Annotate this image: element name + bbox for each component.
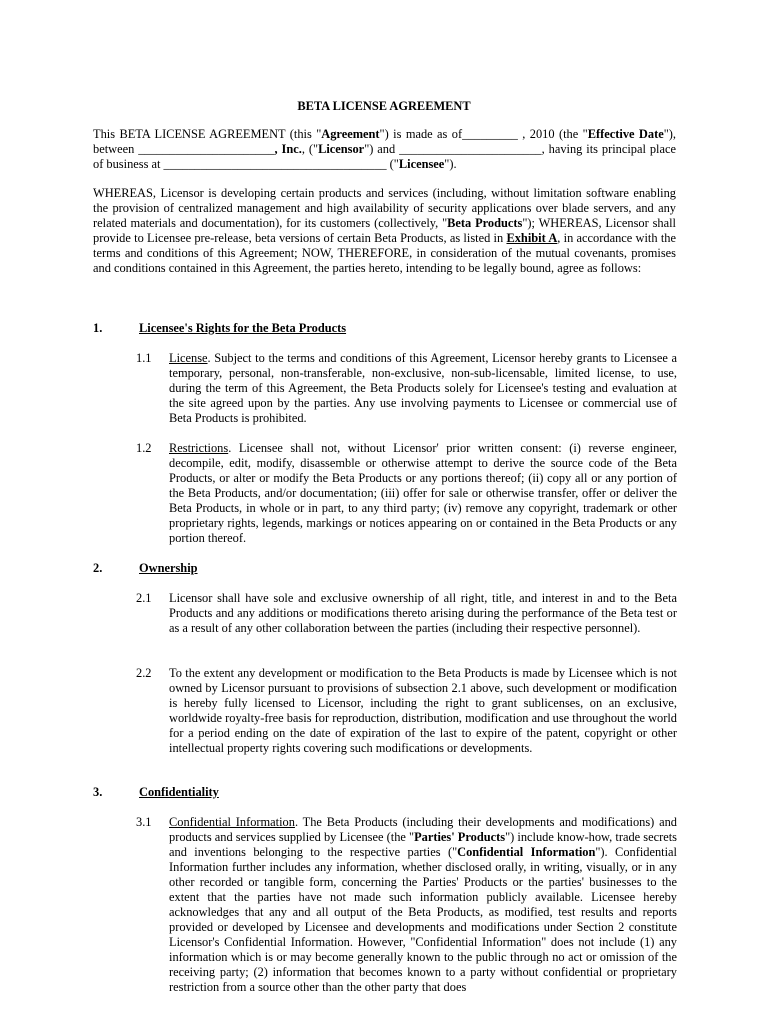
subsection-body: Confidential Information. The Beta Products (including their developments and modifications) and products and services supplied by Licensee (the "Parties' Products") include know-how, trade secrets and inventions belonging to the respective parties ("Confidential Information"). Confidential Information further includes any information, whether disclosed orally, in writing, visually, or in any other recorded or tangible form, concerning the Parties' Products or the parties' businesses to the extent that the parties have not made such information publicly available. Licensee hereby acknowledges that any and all output of the Beta Products, as modified, test results and reports provided or developed by Licensee and developments and modifications under Section 2 constitute Licensor's Confidential Information. However, "Confidential Information" does not include (1) any information which is or may become generally known to the public through no act or omission of the receiving party; (2) information that becomes known to a party without confidential or proprietary restriction from a source other than the other party that does	[169, 815, 677, 994]
section-title: Ownership	[139, 561, 198, 575]
licensee-term: Licensee	[398, 157, 445, 171]
agreement-term: Agreement	[321, 127, 380, 141]
effective-date-term: Effective Date	[587, 127, 664, 141]
subsection-number: 1.2	[136, 441, 152, 455]
subsection-number: 2.1	[136, 591, 152, 605]
exhibit-a-reference: Exhibit A	[506, 231, 558, 245]
section-number: 2.	[93, 561, 103, 575]
licensor-term: Licensor	[318, 142, 365, 156]
section-number: 1.	[93, 321, 103, 335]
beta-products-term: Beta Products	[447, 216, 523, 230]
subsection-number: 3.1	[136, 815, 152, 829]
subsection-heading: License	[169, 351, 208, 365]
subsection-body: To the extent any development or modification to the Beta Products is made by Licensee which is not owned by Licensor pursuant to provisions of subsection 2.1 above, such development or modification is hereby fully licensed to Licensor, including the right to grant sublicenses, on an exclusive, worldwide royalty-free basis for reproduction, distribution, modification and use throughout the world for a period ending on the date of expiration of the last to expire of the patent, copyright or other intellectual property rights covering such modifications or developments.	[169, 666, 677, 755]
section-title: Licensee's Rights for the Beta Products	[139, 321, 347, 335]
subsection-heading: Confidential Information	[169, 815, 295, 829]
subsection-number: 1.1	[136, 351, 152, 365]
whereas-paragraph: WHEREAS, Licensor is developing certain products and services (including, without limitation software enabling the provision of centralized management and high availability of security applications over blade servers, and any related materials and documentation), for its customers (collectively, "Beta Products"); WHEREAS, Licensor shall provide to Licensee pre-release, beta versions of certain Beta Products, as listed in Exhibit A, in accordance with the terms and conditions of this Agreement; NOW, THEREFORE, in consideration of the mutual covenants, promises and conditions contained in this Agreement, the parties hereto, intending to be legally bound, agree as follows:	[93, 186, 676, 275]
subsection-body: License. Subject to the terms and conditions of this Agreement, Licensor hereby grants to Licensee a temporary, personal, non-transferable, non-exclusive, non-sub-licensable, limited license, to use, during the term of this Agreement, the Beta Products solely for Licensee's testing and evaluation at the site agreed upon by the parties. Any use involving payments to Licensee or commercial use of Beta Products is prohibited.	[169, 351, 677, 425]
section-number: 3.	[93, 785, 103, 799]
subsection-number: 2.2	[136, 666, 152, 680]
confidential-information-term: Confidential Information	[457, 845, 596, 859]
intro-paragraph: This BETA LICENSE AGREEMENT (this "Agreement") is made as of_________ , 2010 (the "Effective Date"), between ______________________, Inc., ("Licensor") and _______________________, having its principal place of business at ____________________________________ ("Licensee").	[93, 127, 676, 171]
subsection-body: Restrictions. Licensee shall not, without Licensor' prior written consent: (i) reverse engineer, decompile, edit, modify, disassemble or otherwise attempt to derive the source code of the Beta Products, or alter or modify the Beta Products or any portions thereof; (ii) copy all or any portion of the Beta Products, and/or documentation; (iii) offer for sale or otherwise transfer, offer or deliver the Beta Products, in whole or in part, to any third party; (iv) remove any copyright, trademark or other proprietary rights, legends, markings or notices appearing on or contained in the Beta Products or any portion thereof.	[169, 441, 677, 545]
parties-products-term: Parties' Products	[414, 830, 506, 844]
document-title: BETA LICENSE AGREEMENT	[297, 99, 471, 113]
section-title: Confidentiality	[139, 785, 219, 799]
subsection-body: Licensor shall have sole and exclusive ownership of all right, title, and interest in and to the Beta Products and any additions or modifications thereto arising during the performance of the Beta test or as a result of any other collaboration between the parties (including their respective personnel).	[169, 591, 677, 635]
subsection-heading: Restrictions	[169, 441, 229, 455]
